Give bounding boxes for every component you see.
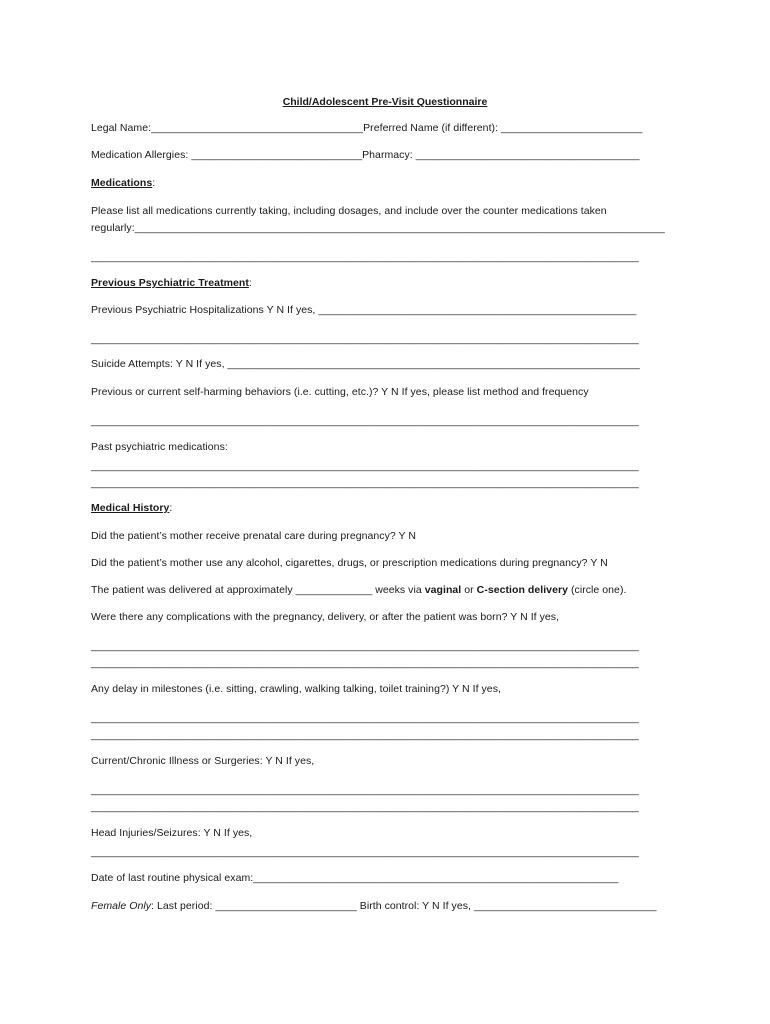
vaginal-option[interactable]: vaginal (424, 584, 462, 596)
delivery-row[interactable] (91, 584, 626, 597)
pregnancy-substances-row[interactable]: Did the patient’s mother use any alcohol, cigarettes, drugs, or prescription medications during pregnancy? Y N (91, 557, 608, 569)
medications-blank-line[interactable]: _____________________________________________________________________________________________ (91, 251, 639, 263)
self-harm-blank[interactable]: _____________________________________________________________________________________________ (91, 415, 639, 427)
heading-colon: : (152, 177, 156, 189)
head-injuries-row[interactable]: Head Injuries/Seizures: Y N If yes, (91, 827, 253, 839)
past-medications-blank-2[interactable]: _____________________________________________________________________________________________ (91, 477, 639, 489)
psychiatric-hospitalizations-blank[interactable]: _____________________________________________________________________________________________ (91, 333, 639, 345)
medications-heading (91, 177, 155, 190)
heading-colon: : (248, 277, 252, 289)
psychiatric-hospitalizations-row[interactable]: Previous Psychiatric Hospitalizations Y N If yes, ______________________________________________________ (91, 304, 637, 316)
complications-row[interactable]: Were there any complications with the pregnancy, delivery, or after the patient was born? Y N If yes, (91, 611, 560, 623)
prenatal-care-row[interactable]: Did the patient’s mother receive prenatal care during pregnancy? Y N (91, 530, 417, 542)
self-harm-row: Previous or current self-harming behaviors (i.e. cutting, etc.)? Y N If yes, please list method and frequency (91, 386, 589, 398)
suicide-attempts-row[interactable]: Suicide Attempts: Y N If yes, ______________________________________________________________________ (91, 358, 640, 370)
c-section-option[interactable]: C-section delivery (476, 584, 568, 596)
illness-blank-2[interactable]: _____________________________________________________________________________________________ (91, 801, 639, 813)
medications-description-line-1: Please list all medications currently taking, including dosages, and include over the counter medications taken (91, 205, 607, 217)
complications-blank-2[interactable]: _____________________________________________________________________________________________ (91, 657, 639, 669)
medical-history-heading-label: Medical History (91, 502, 170, 514)
milestones-blank-1[interactable]: _____________________________________________________________________________________________ (91, 712, 639, 724)
past-medications-blank-1[interactable]: _____________________________________________________________________________________________ (91, 460, 639, 472)
illness-blank-1[interactable]: _____________________________________________________________________________________________ (91, 784, 639, 796)
illness-surgeries-row[interactable]: Current/Chronic Illness or Surgeries: Y N If yes, (91, 755, 315, 767)
delivery-suffix: (circle one). (568, 584, 627, 596)
head-injuries-blank[interactable]: _____________________________________________________________________________________________ (91, 846, 639, 858)
delivery-or: or (461, 584, 477, 596)
past-medications-label: Past psychiatric medications: (91, 441, 228, 453)
medication-allergies-row[interactable]: Medication Allergies: _____________________________Pharmacy: ______________________________________ (91, 149, 640, 161)
delivery-text: The patient was delivered at approximately _____________ weeks via (91, 584, 425, 596)
medications-description-line-2[interactable]: regularly:__________________________________________________________________________________________ (91, 222, 665, 234)
physical-exam-row[interactable]: Date of last routine physical exam:______________________________________________________________ (91, 872, 619, 884)
complications-blank-1[interactable]: _____________________________________________________________________________________________ (91, 640, 639, 652)
medications-heading-label: Medications (91, 177, 153, 189)
female-only-row[interactable] (91, 900, 657, 913)
milestones-blank-2[interactable]: _____________________________________________________________________________________________ (91, 729, 639, 741)
form-title: Child/Adolescent Pre-Visit Questionnaire (282, 96, 488, 108)
milestones-row[interactable]: Any delay in milestones (i.e. sitting, crawling, walking talking, toilet training?) Y N If yes, (91, 683, 501, 695)
medical-history-heading (91, 502, 172, 515)
female-only-label: Female Only (91, 900, 152, 912)
psychiatric-treatment-heading (91, 277, 252, 290)
female-only-fields[interactable]: : Last period: ________________________ Birth control: Y N If yes, _______________________________ (151, 900, 657, 912)
psychiatric-treatment-heading-label: Previous Psychiatric Treatment (91, 277, 249, 289)
heading-colon: : (169, 502, 173, 514)
legal-name-row[interactable]: Legal Name:____________________________________Preferred Name (if different): ________________________ (91, 122, 643, 134)
